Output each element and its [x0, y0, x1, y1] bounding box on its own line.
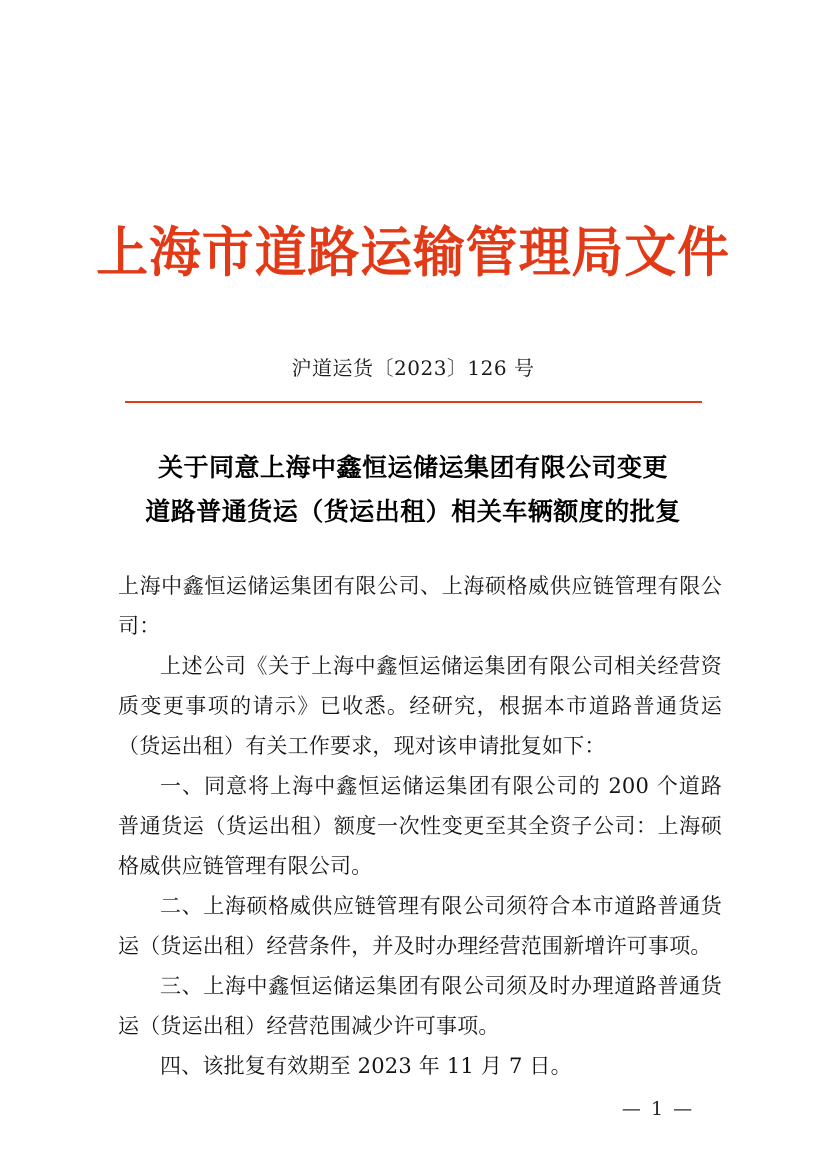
- resolution-item-3: 三、上海中鑫恒运储运集团有限公司须及时办理道路普通货运（货运出租）经营范围减少许可事项。: [118, 974, 722, 1038]
- preamble-paragraph: 上述公司《关于上海中鑫恒运储运集团有限公司相关经营资质变更事项的请示》已收悉。经研究，根据本市道路普通货运（货运出租）有关工作要求，现对该申请批复如下：: [118, 654, 722, 758]
- document-heading-line-1: 关于同意上海中鑫恒运储运集团有限公司变更: [157, 453, 668, 482]
- resolution-item-4: 四、该批复有效期至 2023 年 11 月 7 日。: [160, 1054, 572, 1078]
- masthead: [0, 222, 826, 282]
- red-separator-rule: [125, 401, 702, 403]
- addressee-line: 上海中鑫恒运储运集团有限公司、上海硕格威供应链管理有限公司：: [118, 574, 722, 638]
- document-serial-number: 沪道运货〔2023〕126 号: [291, 356, 535, 380]
- document-body: [118, 566, 722, 1086]
- document-heading-line-2: 道路普通货运（货运出租）相关车辆额度的批复: [145, 497, 681, 526]
- document-heading: [0, 446, 826, 534]
- page-number: — 1 —: [621, 1098, 695, 1120]
- page-footer: [0, 1098, 826, 1120]
- resolution-item-2: 二、上海硕格威供应链管理有限公司须符合本市道路普通货运（货运出租）经营条件，并及时办理经营范围新增许可事项。: [118, 894, 722, 958]
- resolution-item-1: 一、同意将上海中鑫恒运储运集团有限公司的 200 个道路普通货运（货运出租）额度一次性变更至其全资子公司：上海硕格威供应链管理有限公司。: [118, 774, 722, 878]
- issuing-authority-title: 上海市道路运输管理局文件: [96, 220, 730, 284]
